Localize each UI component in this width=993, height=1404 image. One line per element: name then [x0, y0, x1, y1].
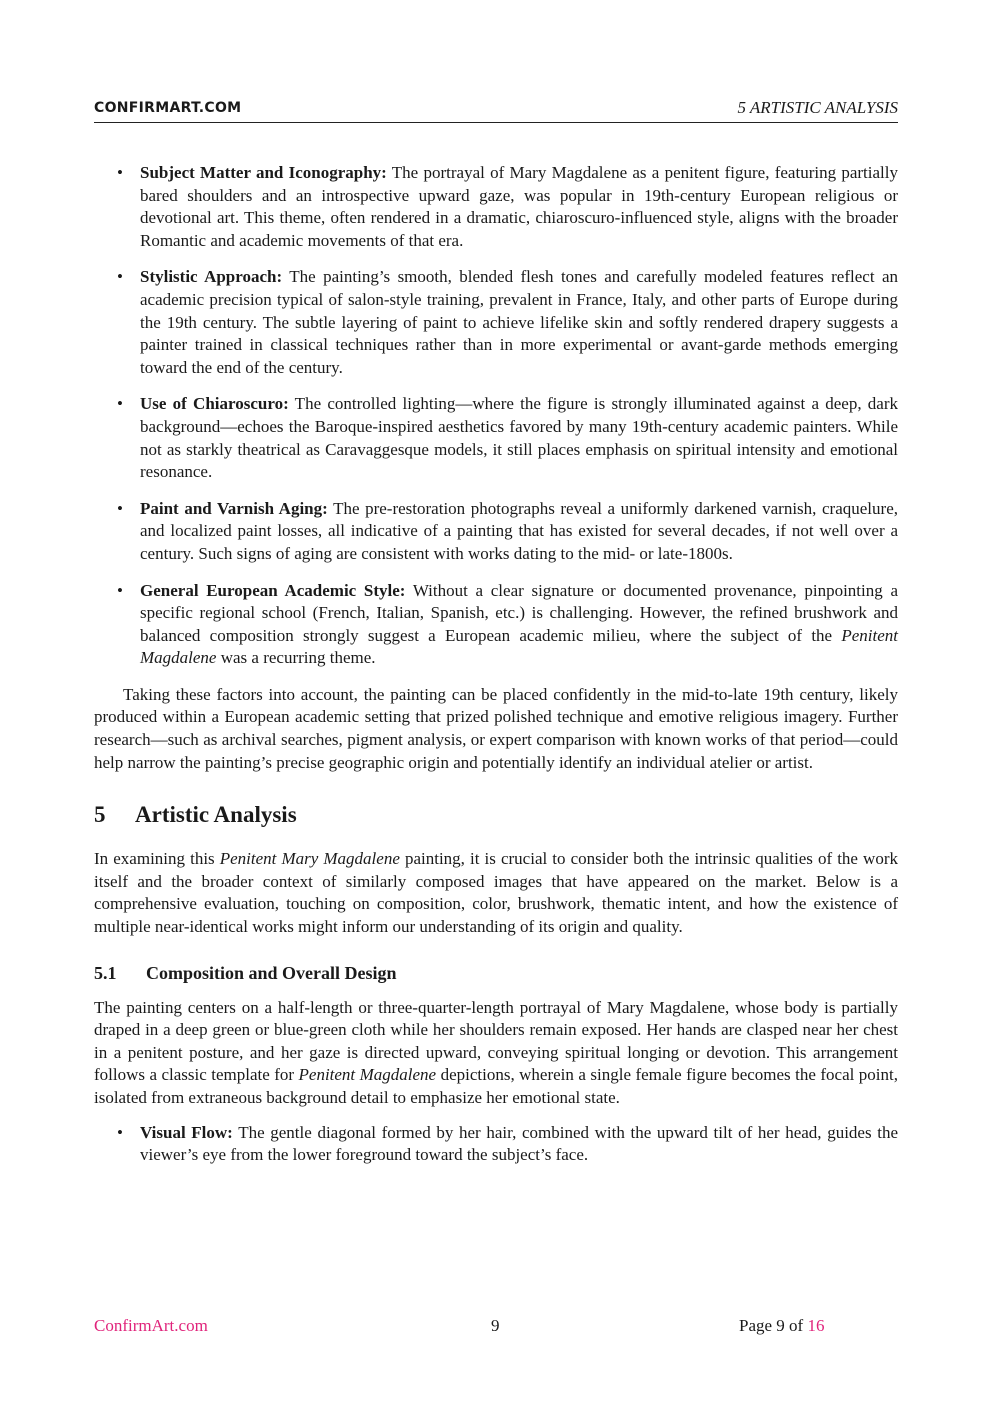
bullet-icon: •: [117, 1122, 123, 1142]
footer-site-link[interactable]: ConfirmArt.com: [94, 1316, 208, 1335]
bullet-icon: •: [117, 163, 123, 182]
paragraph-text: In examining this: [94, 849, 220, 869]
paragraph-italic: Penitent Magdalene: [298, 1065, 437, 1085]
page-total-link[interactable]: 16: [807, 1316, 825, 1335]
list-item-term: Visual Flow:: [140, 1122, 233, 1142]
list-item-term: Use of Chiaroscuro:: [140, 394, 289, 414]
list-item-text: Without a clear signature or documented provenance, pinpointing a specific regional school (French, Italian, Spanish, etc.) is challenging. However, the refined brushwork and balanced composition strongly suggest a European academic milieu, where the subject of the: [140, 580, 898, 645]
bullet-icon: •: [117, 267, 123, 287]
paragraph-italic: Penitent Mary Magdalene: [219, 849, 400, 869]
dating-factors-list: [94, 162, 898, 670]
bullet-icon: •: [117, 498, 123, 518]
footer-page-count: [739, 1316, 824, 1336]
list-item-term: General European Academic Style:: [140, 580, 406, 600]
page-count-label: Page 9 of: [739, 1316, 808, 1335]
list-item: [94, 162, 898, 252]
subsection-number: 5.1: [94, 962, 117, 983]
list-item-text: The gentle diagonal formed by her hair, combined with the upward tilt of her head, guides the viewer’s eye from the lower foreground toward the subject’s face.: [140, 1122, 898, 1165]
list-item-term: Stylistic Approach:: [140, 267, 283, 287]
paragraph-text: painting, it is crucial to consider both the intrinsic qualities of the work itself and the broader context of similarly composed images that have appeared on the market. Below is a comprehensive evaluation, touching on composition, color, brushwork, thematic intent, and how the existence of multiple near-identical works might inform our understanding of its origin and quality.: [94, 849, 898, 937]
list-item-italic: Penitent Magdalene: [140, 625, 898, 668]
bullet-icon: •: [117, 394, 123, 414]
list-item: [94, 1122, 898, 1167]
list-item-text: was a recurring theme.: [216, 648, 376, 668]
paragraph-text: The painting centers on a half-length or three-quarter-length portrayal of Mary Magdalene, whose body is partially draped in a deep green or blue-green cloth while her shoulders remain exposed. Her hands are clasped near her chest in a penitent posture, and her gaze is directed upward, conveying spiritual longing or devotion. This arrangement follows a classic template for: [94, 997, 898, 1085]
conclusion-paragraph: Taking these factors into account, the painting can be placed confidently in the mid-to-late 19th century, likely produced within a European academic setting that prized polished technique and emotive religious imagery. Further research—such as archival searches, pigment analysis, or expert comparison with known works of that period—could help narrow the painting’s precise geographic origin and potentially identify an individual atelier or artist.: [94, 684, 898, 772]
composition-paragraph: [94, 997, 898, 1110]
running-section-title: 5 ARTISTIC ANALYSIS: [737, 98, 898, 117]
section-intro-paragraph: [94, 848, 898, 938]
list-item: [94, 580, 898, 670]
list-item: [94, 498, 898, 566]
section-title: Artistic Analysis: [135, 802, 297, 828]
page-body: [94, 162, 898, 1181]
list-item-text: The pre-restoration photographs reveal a uniformly darkened varnish, craquelure, and localized paint losses, all indicative of a painting that has existed for several decades, if not well over a century. Such signs of aging are consistent with works dating to the mid- or late-1800s.: [140, 498, 898, 563]
site-logo: CONFIRMART.COM: [94, 100, 242, 116]
list-item-text: The painting’s smooth, blended flesh tones and carefully modeled features reflect an academic precision typical of salon-style training, prevalent in France, Italy, and other parts of Europe during the 19th century. The subtle layering of paint to achieve lifelike skin and softly rendered drapery suggests a painter trained in classical techniques rather than in more experimental or avant-garde methods emerging toward the end of the century.: [140, 267, 898, 377]
list-item-term: Subject Matter and Iconography:: [140, 163, 387, 182]
list-item: [94, 393, 898, 483]
list-item: [94, 266, 898, 379]
list-item-text: The controlled lighting—where the figure is strongly illuminated against a deep, dark background—echoes the Baroque-inspired aesthetics favored by many 19th-century academic painters. While not as starkly theatrical as Caravaggesque models, it still places emphasis on spiritual intensity and emotional resonance.: [140, 394, 899, 482]
subsection-title: Composition and Overall Design: [146, 962, 397, 983]
subsection-heading: [94, 961, 898, 985]
page-footer: [94, 1316, 898, 1340]
section-heading: [94, 800, 898, 830]
page-header: [94, 98, 898, 123]
bullet-icon: •: [117, 580, 123, 600]
composition-list: [94, 1122, 898, 1167]
footer-page-number: 9: [491, 1316, 500, 1335]
list-item-text: The portrayal of Mary Magdalene as a penitent figure, featuring partially bared shoulders and an introspective upward gaze, was popular in 19th-century European religious or devotional art. This theme, often rendered in a dramatic, chiaroscuro-influenced style, aligns with the broader Romantic and academic movements of that era.: [140, 163, 898, 250]
section-number: 5: [94, 802, 106, 828]
paragraph-text: depictions, wherein a single female figure becomes the focal point, isolated from extraneous background detail to emphasize her emotional state.: [94, 1065, 898, 1107]
list-item-term: Paint and Varnish Aging:: [140, 498, 328, 518]
